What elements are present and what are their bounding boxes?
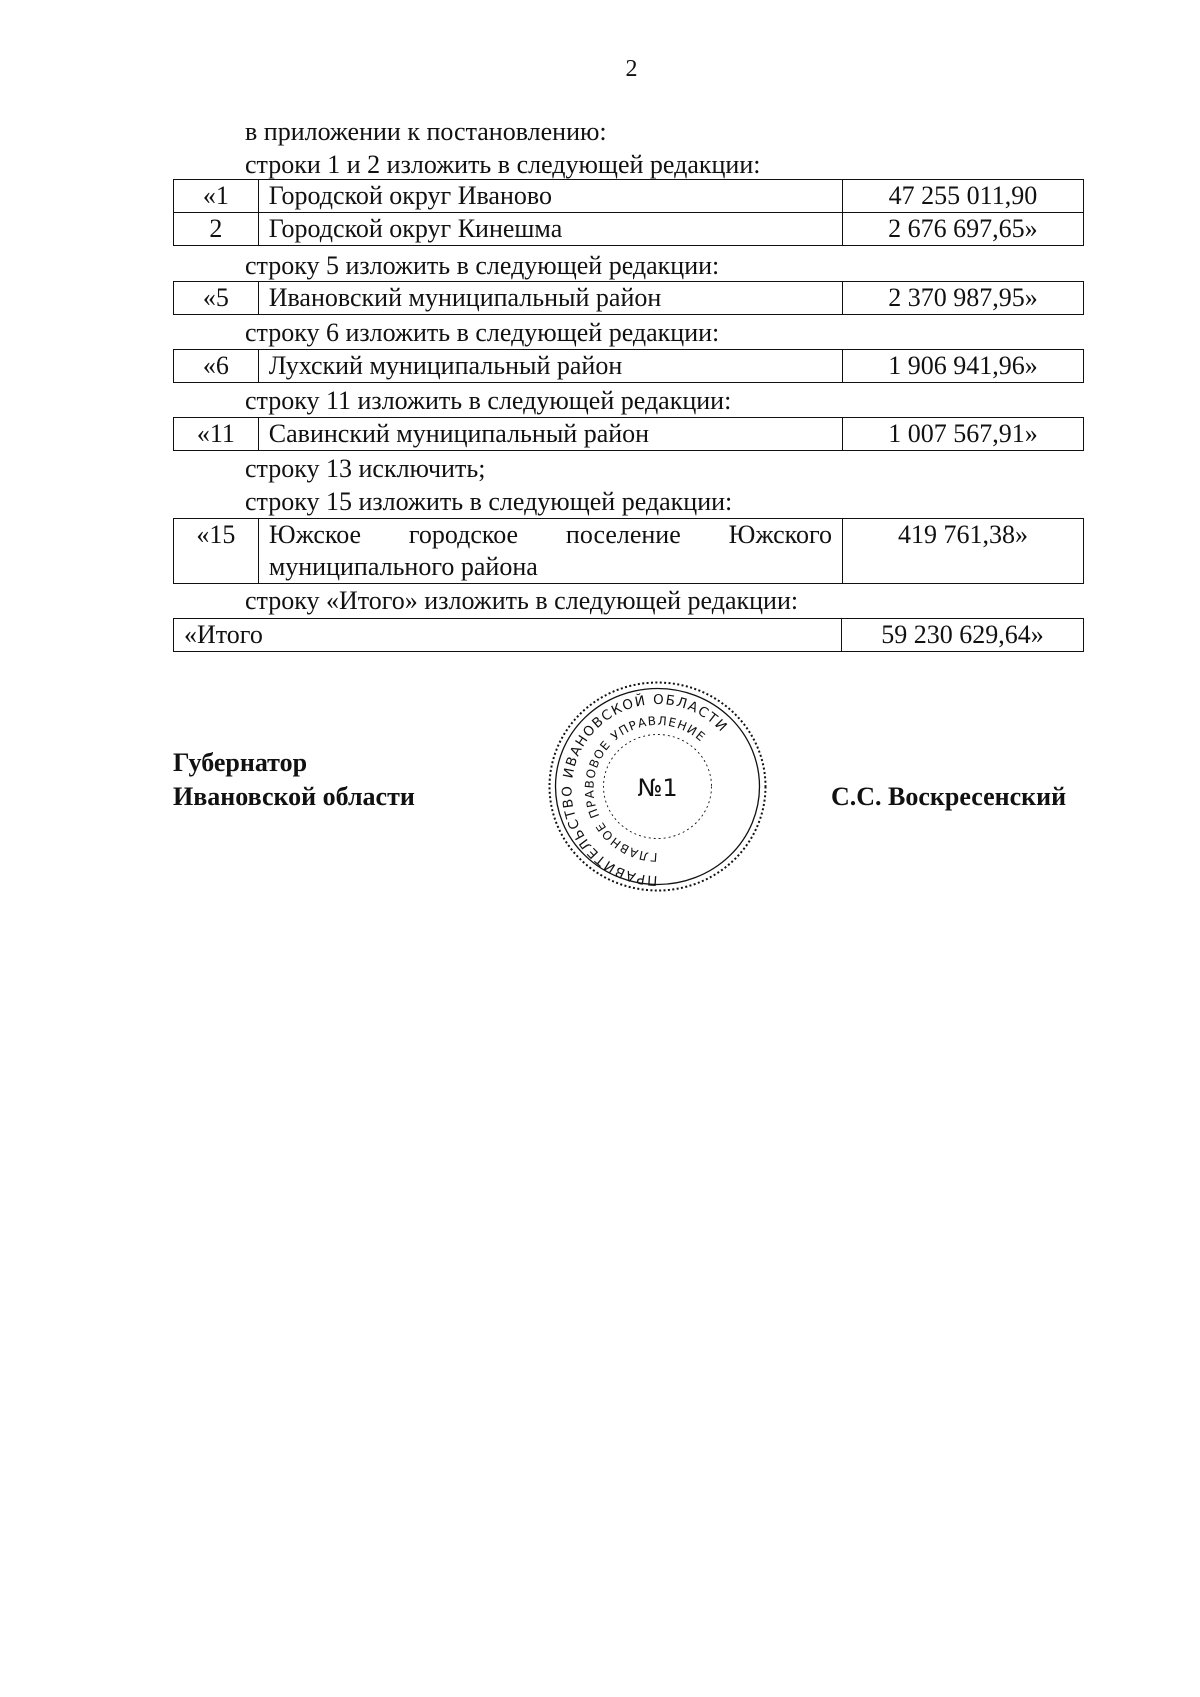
signature-position-line2: Ивановской области <box>173 782 415 811</box>
table-row-6 <box>173 349 1084 383</box>
row-value: 1 906 941,96» <box>842 350 1083 383</box>
row-value: 1 007 567,91» <box>842 418 1083 451</box>
instruction-row-5: строку 5 изложить в следующей редакции: <box>245 251 720 280</box>
table-row <box>174 619 1084 652</box>
page-number: 2 <box>625 56 638 82</box>
table-row-11 <box>173 417 1084 451</box>
row-number: «6 <box>174 350 259 383</box>
instruction-total: строку «Итого» изложить в следующей редакции: <box>245 586 799 615</box>
signature-position-line1: Губернатор <box>173 748 308 777</box>
row-number: 2 <box>174 213 259 246</box>
row-name: Ивановский муниципальный район <box>258 282 842 315</box>
row-number: «15 <box>174 519 259 584</box>
row-value: 2 370 987,95» <box>842 282 1083 315</box>
table-row <box>174 282 1084 315</box>
signatory-name: С.С. Воскресенский <box>831 782 1067 811</box>
table-row <box>174 213 1084 246</box>
table-row <box>174 350 1084 383</box>
table-row <box>174 418 1084 451</box>
instruction-row-6: строку 6 изложить в следующей редакции: <box>245 318 720 347</box>
total-value: 59 230 629,64» <box>842 619 1084 652</box>
signature-position <box>173 746 415 814</box>
official-seal <box>545 678 770 895</box>
seal-center-text: №1 <box>637 774 678 802</box>
seal-outer-text: ПРАВИТЕЛЬСТВО ИВАНОВСКОЙ ОБЛАСТИ <box>559 691 731 889</box>
seal-inner-text: ГЛАВНОЕ ПРАВОВОЕ УПРАВЛЕНИЕ <box>582 713 709 865</box>
total-label: «Итого <box>174 619 842 652</box>
row-number: «1 <box>174 180 259 213</box>
row-value: 419 761,38» <box>843 519 1084 584</box>
table-row <box>174 519 1084 584</box>
row-number: «5 <box>174 282 259 315</box>
row-value: 2 676 697,65» <box>842 213 1083 246</box>
intro-line: в приложении к постановлению: <box>245 117 607 146</box>
row-name: Южское городское поселение Южского муниципального района <box>258 519 842 584</box>
row-name: Лухский муниципальный район <box>258 350 842 383</box>
instruction-rows-1-2: строки 1 и 2 изложить в следующей редакции: <box>245 150 761 179</box>
row-number: «11 <box>174 418 259 451</box>
instruction-row-13: строку 13 исключить; <box>245 454 486 483</box>
row-name: Городской округ Иваново <box>258 180 842 213</box>
table-row <box>174 180 1084 213</box>
instruction-row-11: строку 11 изложить в следующей редакции: <box>245 386 732 415</box>
row-name: Городской округ Кинешма <box>258 213 842 246</box>
table-row-15 <box>173 518 1084 584</box>
table-rows-1-2 <box>173 179 1084 246</box>
instruction-row-15: строку 15 изложить в следующей редакции: <box>245 487 733 516</box>
row-name: Савинский муниципальный район <box>258 418 842 451</box>
table-total <box>173 618 1084 652</box>
table-row-5 <box>173 281 1084 315</box>
row-value: 47 255 011,90 <box>842 180 1083 213</box>
